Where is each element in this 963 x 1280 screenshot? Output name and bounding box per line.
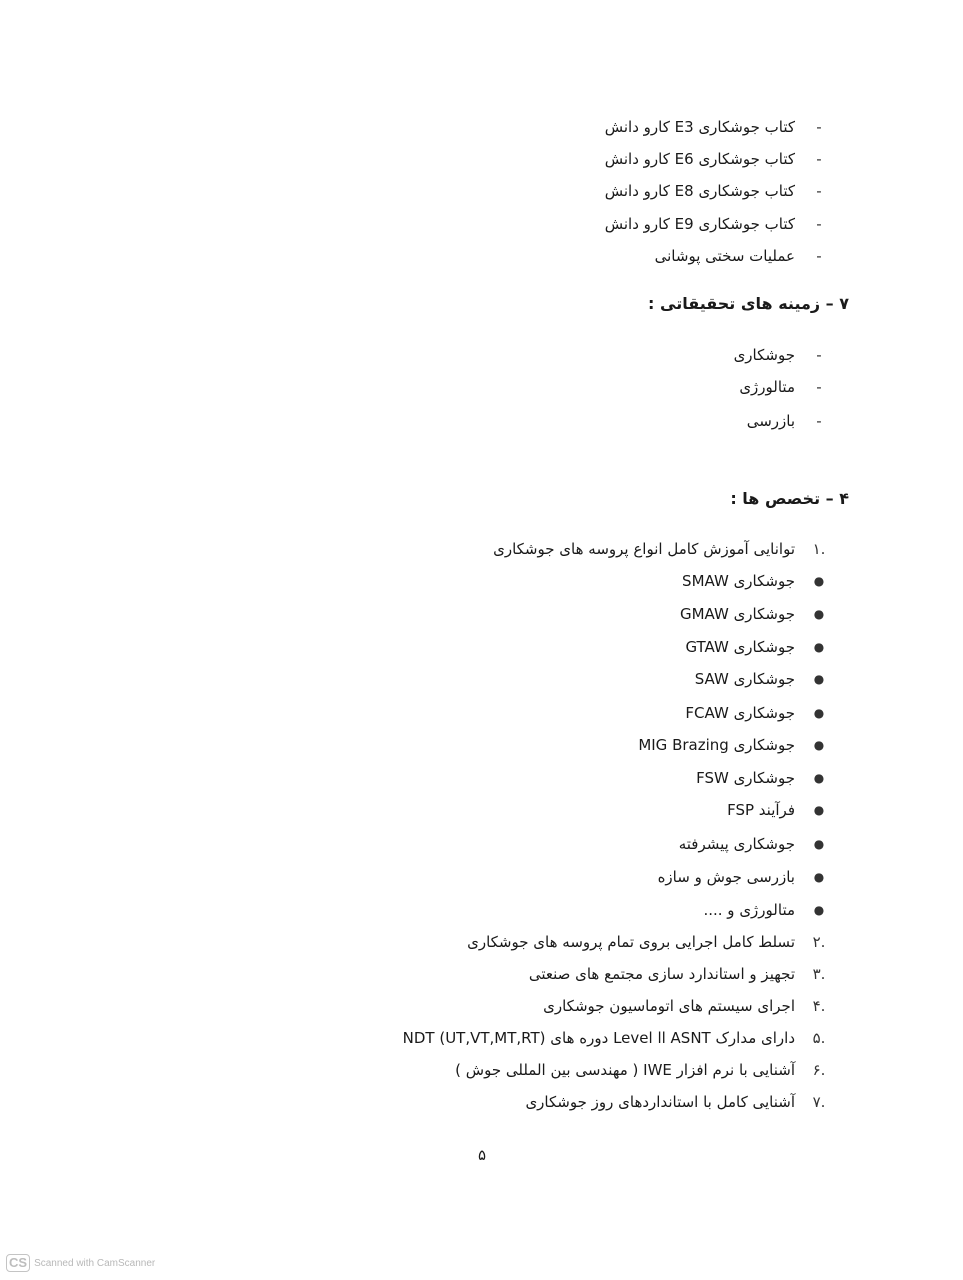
dash-marker: - [816, 378, 822, 396]
number-marker: ۱. [812, 540, 826, 558]
camscanner-logo-icon: CS [6, 1254, 30, 1272]
bullet-marker: ● [813, 870, 825, 884]
bullet-item: جوشکاری MIG Brazing [638, 736, 795, 754]
bullet-item: جوشکاری SAW [694, 670, 795, 688]
dash-marker: - [816, 150, 822, 168]
bullet-marker: ● [813, 837, 825, 851]
research-item: بازرسی [746, 412, 795, 430]
bullet-marker: ● [813, 672, 825, 686]
book-item: عملیات سختی پوشانی [654, 247, 795, 265]
dash-marker: - [816, 118, 822, 136]
page-number: ۵ [477, 1146, 487, 1164]
number-marker: ۴. [812, 997, 826, 1015]
skill-item: اجرای سیستم های اتوماسیون جوشکاری [543, 997, 795, 1015]
number-marker: ۷. [812, 1093, 826, 1111]
bullet-marker: ● [813, 803, 825, 817]
book-item: کتاب جوشکاری E3 کارو دانش [604, 118, 795, 136]
dash-marker: - [816, 182, 822, 200]
dash-marker: - [816, 412, 822, 430]
skill-item: تسلط کامل اجرایی بروی تمام پروسه های جوشکاری [467, 933, 795, 951]
bullet-item: جوشکاری SMAW [682, 572, 795, 590]
bullet-item: فرآیند FSP [727, 801, 795, 819]
bullet-marker: ● [813, 771, 825, 785]
research-heading: ۷ – زمینه های تحقیقاتی : [648, 294, 849, 313]
skills-heading: ۴ – تخصص ها : [730, 489, 849, 508]
dash-marker: - [816, 247, 822, 265]
bullet-item: بازرسی جوش و سازه [657, 868, 795, 886]
skill-item: آشنایی با نرم افزار IWE ( مهندسی بین المللی جوش ) [455, 1061, 795, 1079]
dash-marker: - [816, 215, 822, 233]
number-marker: ۲. [812, 933, 826, 951]
research-item: جوشکاری [733, 346, 795, 364]
watermark-text: Scanned with CamScanner [34, 1257, 156, 1269]
bullet-marker: ● [813, 738, 825, 752]
bullet-item: جوشکاری GTAW [685, 638, 795, 656]
camscanner-watermark [6, 1254, 155, 1272]
dash-marker: - [816, 346, 822, 364]
bullet-item: جوشکاری FCAW [685, 704, 795, 722]
research-item: متالورژی [739, 378, 795, 396]
skill-item: توانایی آموزش کامل انواع پروسه های جوشکاری [493, 540, 795, 558]
number-marker: ۵. [812, 1029, 826, 1047]
skill-item: تجهیز و استاندارد سازی مجتمع های صنعتی [528, 965, 795, 983]
bullet-marker: ● [813, 640, 825, 654]
bullet-marker: ● [813, 607, 825, 621]
number-marker: ۶. [812, 1061, 826, 1079]
bullet-item: متالورژی و .... [703, 901, 795, 919]
book-item: کتاب جوشکاری E9 کارو دانش [604, 215, 795, 233]
bullet-item: جوشکاری پیشرفته [678, 835, 795, 853]
bullet-item: جوشکاری FSW [696, 769, 795, 787]
book-item: کتاب جوشکاری E8 کارو دانش [604, 182, 795, 200]
bullet-marker: ● [813, 903, 825, 917]
bullet-item: جوشکاری GMAW [679, 605, 795, 623]
skill-item: دارای مدارک Level ll ASNT دوره های NDT (UT,VT,MT,RT) [402, 1029, 795, 1047]
bullet-marker: ● [813, 574, 825, 588]
bullet-marker: ● [813, 706, 825, 720]
number-marker: ۳. [812, 965, 826, 983]
skill-item: آشنایی کامل با استانداردهای روز جوشکاری [525, 1093, 795, 1111]
book-item: کتاب جوشکاری E6 کارو دانش [604, 150, 795, 168]
